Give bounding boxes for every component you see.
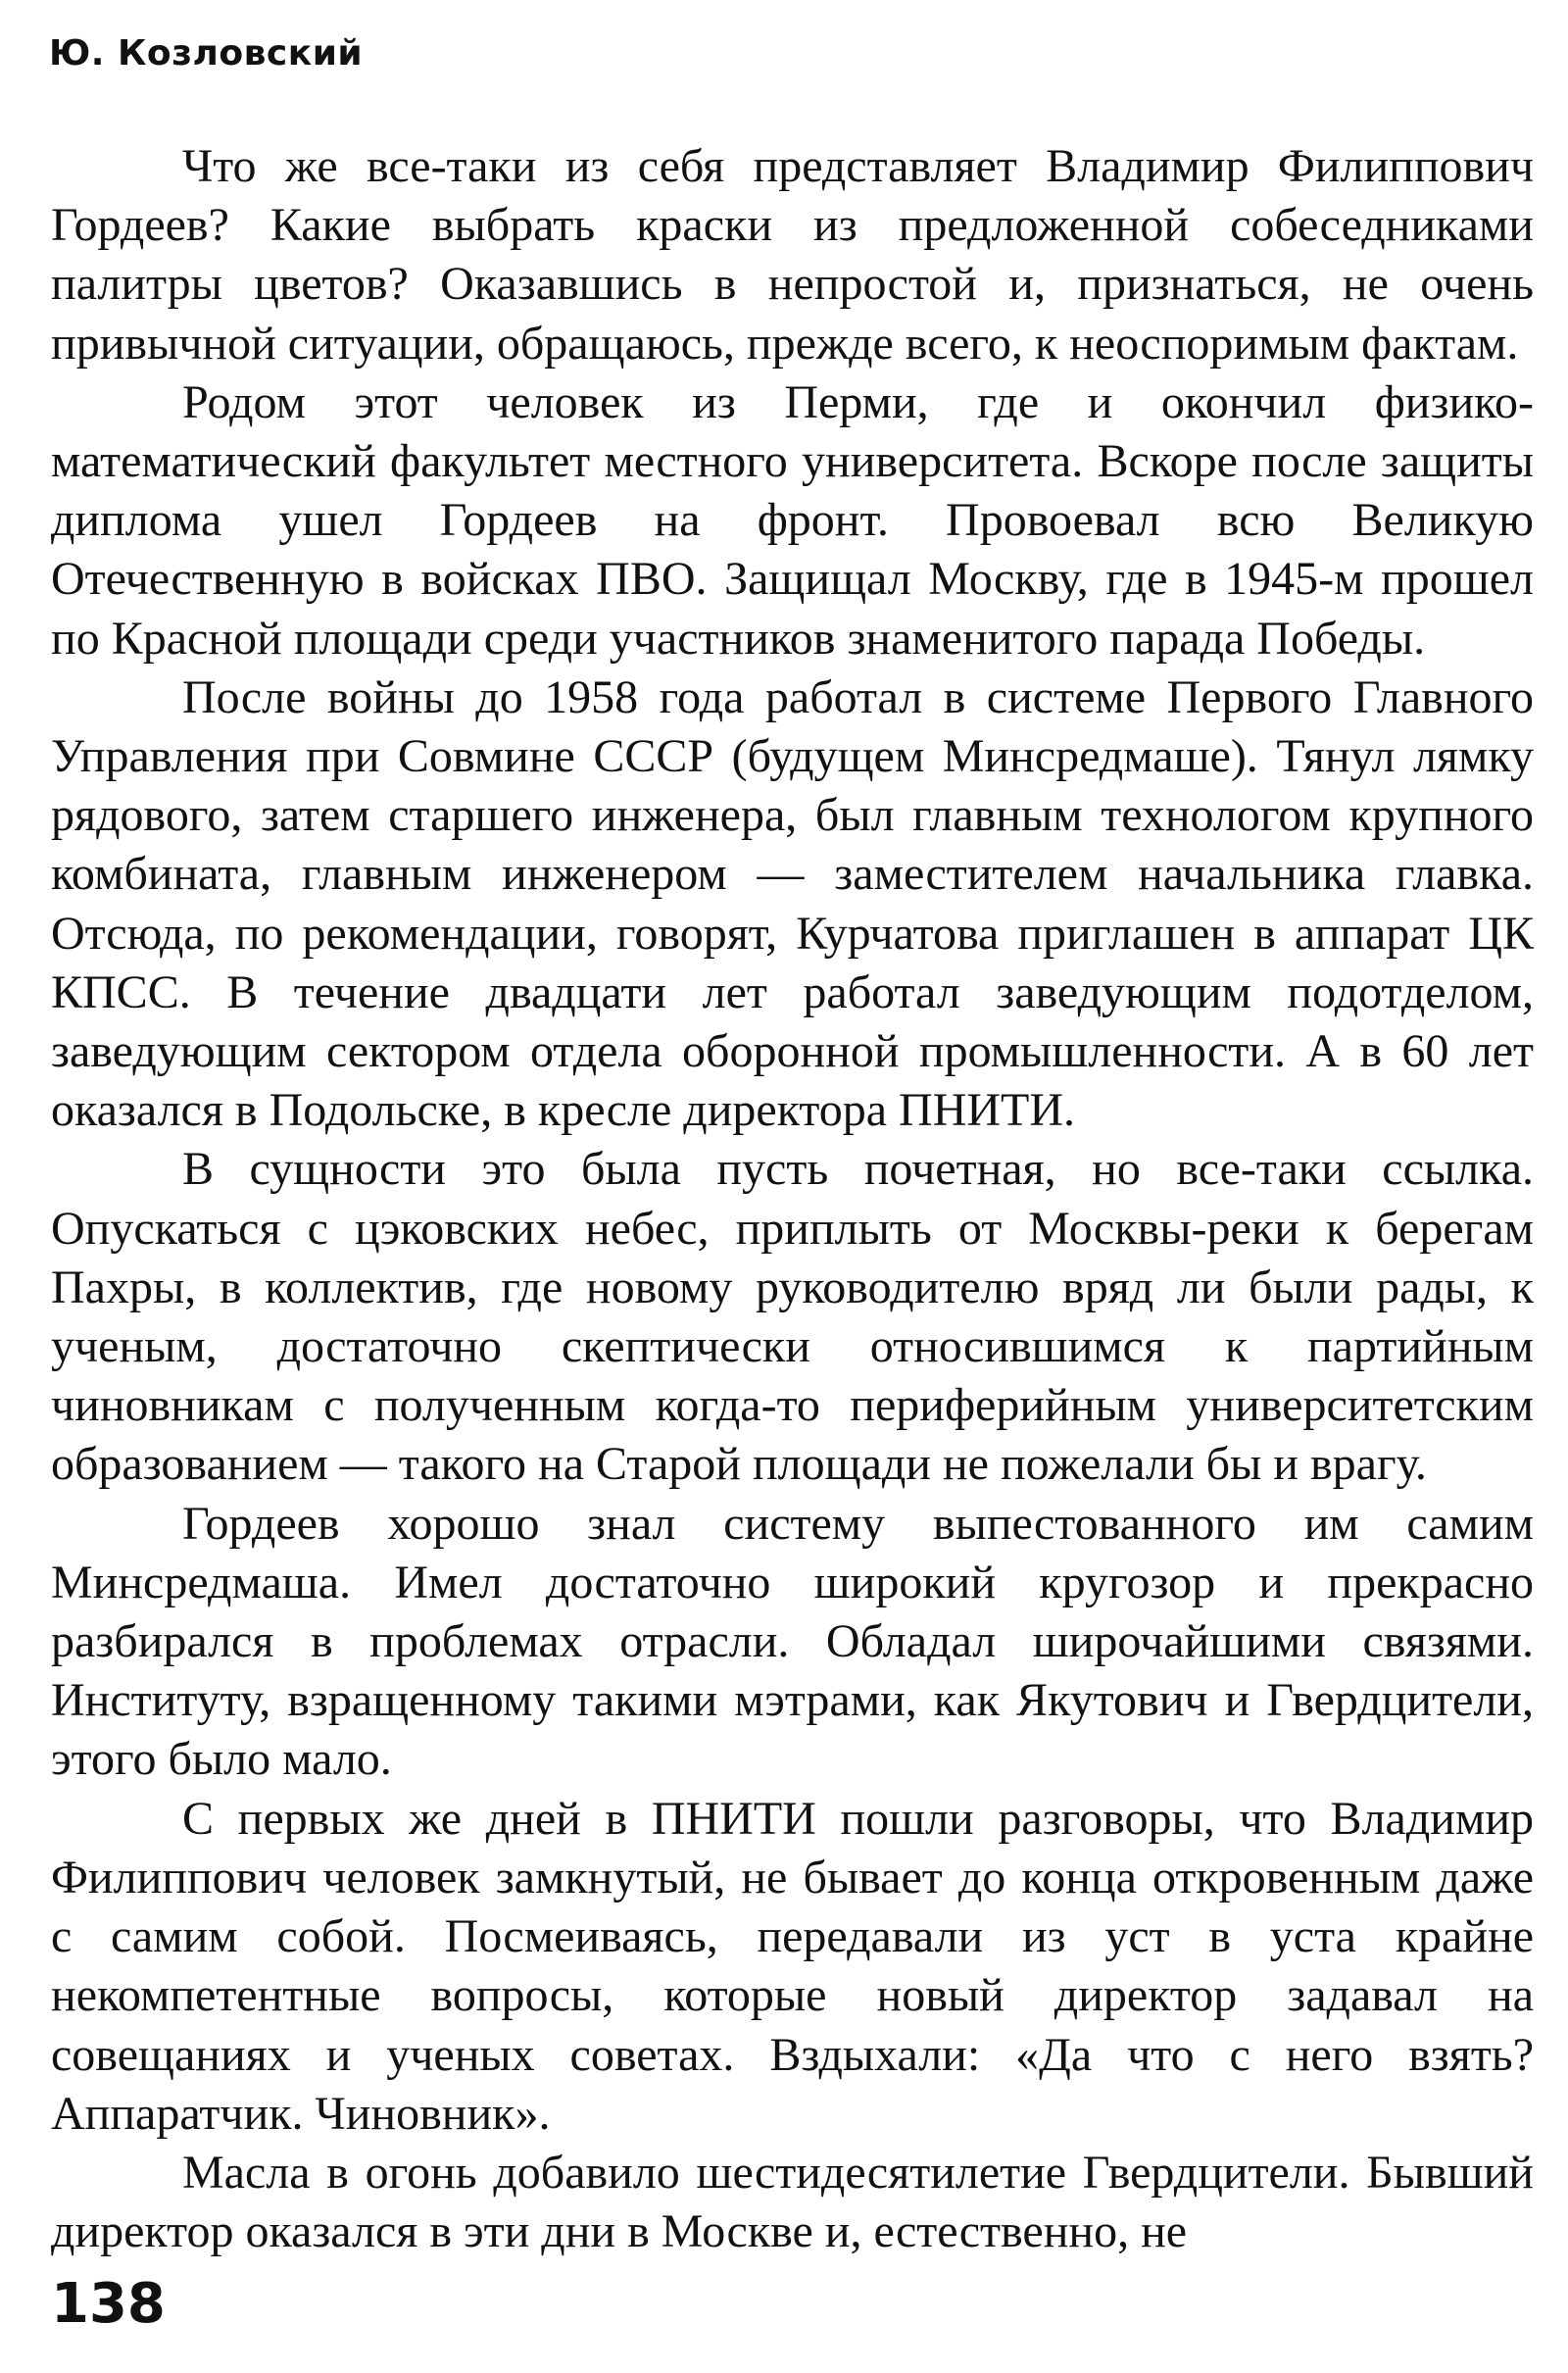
paragraph: Что же все-таки из себя представляет Владимир Филиппович Гордеев? Какие выбрать краски из предложенной собеседниками палитры цветов? Оказавшись в непростой и, признаться, не очень привычной ситуации, обращаюсь, прежде всего, к неоспоримым фактам. (51, 140, 1534, 370)
paragraph: С первых же дней в ПНИТИ пошли разговоры, что Владимир Филиппович человек замкнутый, не бывает до конца откровенным даже с самим собой. Посмеиваясь, передавали из уст в уста крайне некомпетентные вопросы, которые новый директор задавал на совещаниях и ученых советах. Вздыхали: «Да что с него взять? Аппаратчик. Чиновник». (51, 1792, 1534, 2140)
page-number: 138 (51, 2272, 166, 2336)
running-header-author: Ю. Козловский (49, 33, 364, 74)
paragraph: После войны до 1958 года работал в системе Первого Главного Управления при Совмине СССР (будущем Минсредмаше). Тянул лямку рядового, затем старшего инженера, был главным технологом крупного комбината, главным инженером — заместителем начальника главка. Отсюда, по рекомендации, говорят, Курчатова приглашен в аппарат ЦК КПСС. В течение двадцати лет работал заведующим подотделом, заведующим сектором отдела оборонной промышленности. А в 60 лет оказался в Подольске, в кресле директора ПНИТИ. (51, 670, 1534, 1137)
paragraph: Родом этот человек из Перми, где и окончил физико-математический факультет местного университета. Вскоре после защиты диплома ушел Гордеев на фронт. Провоевал всю Великую Отечественную в войсках ПВО. Защищал Москву, где в 1945-м прошел по Красной площади среди участников знаменитого парада Победы. (51, 375, 1534, 665)
body-text (51, 137, 1534, 2261)
paragraph: Масла в огонь добавило шестидесятилетие Гвердцители. Бывший директор оказался в эти дни в Москве и, естественно, не (51, 2146, 1534, 2258)
paragraph: Гордеев хорошо знал систему выпестованного им самим Минсредмаша. Имел достаточно широкий кругозор и прекрасно разбирался в проблемах отрасли. Обладал широчайшими связями. Институту, взращенному такими мэтрами, как Якутович и Гвердцители, этого было мало. (51, 1497, 1534, 1786)
paragraph: В сущности это была пусть почетная, но все-таки ссылка. Опускаться с цэковских небес, приплыть от Москвы-реки к берегам Пахры, в коллектив, где новому руководителю вряд ли были рады, к ученым, достаточно скептически относившимся к партийным чиновникам с полученным когда-то периферийным университетским образованием — такого на Старой площади не пожелали бы и врагу. (51, 1143, 1534, 1491)
